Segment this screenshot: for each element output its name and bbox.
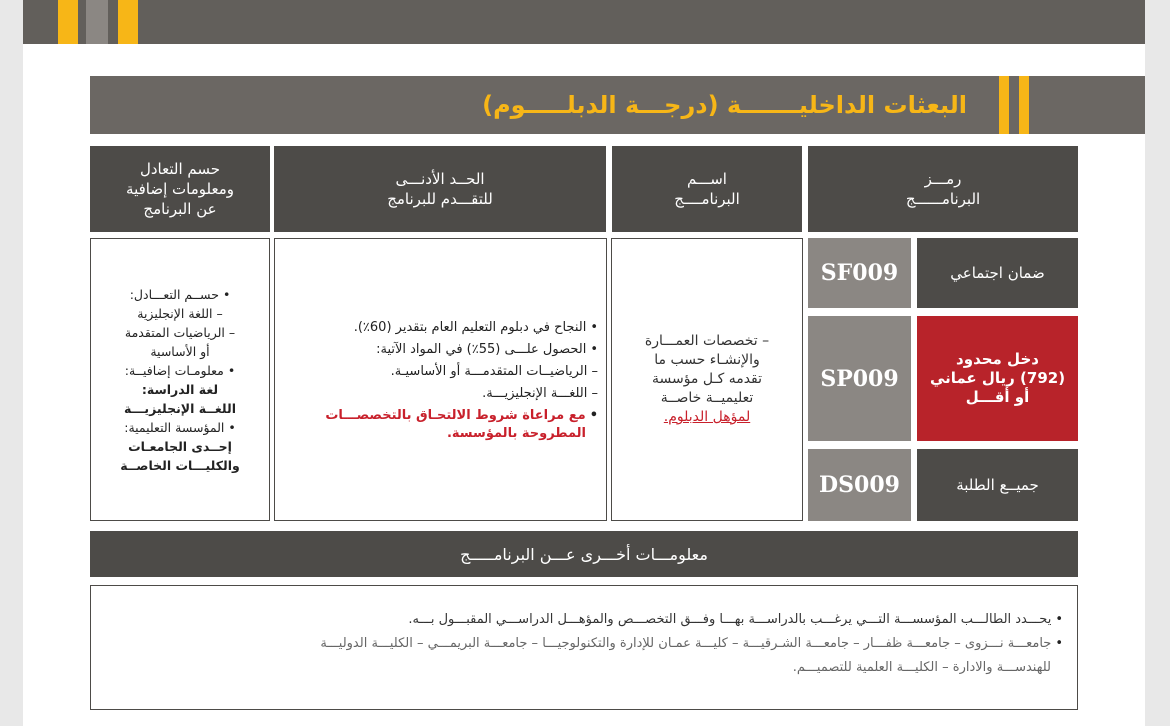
- column-header-min-requirements: الحــد الأدنـــى للتقـــدم للبرنامج: [274, 146, 606, 232]
- institution-value: إحــدى الجامعـات: [128, 438, 232, 454]
- additional-info-heading: معلومـات إضافيــة:: [124, 362, 224, 378]
- top-stripes-decoration: [58, 0, 148, 44]
- more-info-box: [90, 585, 1078, 710]
- min-requirements-cell: [274, 238, 607, 521]
- more-info-title: معلومـــات أخـــرى عـــن البرنامـــــج: [90, 531, 1078, 577]
- requirement-note-cont: المطروحة بالمؤسسة.: [446, 425, 586, 441]
- column-header-equivalence: حسم التعادل ومعلومات إضافية عن البرنامج: [90, 146, 270, 232]
- equivalence-item: – الرياضيات المتقدمة: [124, 324, 236, 340]
- top-banner: [23, 0, 1145, 44]
- requirement-subitem: – الرياضيــات المتقدمـــة أو الأساسيـة.: [390, 363, 598, 379]
- equivalence-item: أو الأساسية: [150, 343, 210, 359]
- category-all-students: جميــع الطلبة: [917, 449, 1078, 521]
- equivalence-item: – اللغة الإنجليزية: [137, 305, 223, 321]
- program-code-sp009: SP009: [808, 316, 911, 441]
- requirement-item: الحصول علـــى (55٪) في المواد الآتية:: [376, 341, 587, 357]
- more-info-bullet-cont: للهندســـة والادارة – الكليـــة العلمية للتصميـــم.: [792, 660, 1051, 675]
- program-name-line: تقدمه كـل مؤسسة: [651, 371, 763, 387]
- page-title: البعثات الداخليـــــــة (درجـــة الدبلـــــوم): [482, 91, 967, 119]
- column-header-name: اســـم البرنامــــج: [612, 146, 802, 232]
- program-name-line: تعليميــة خاصــة: [660, 390, 754, 406]
- more-info-bullet: جامعـــة نـــزوى – جامعـــة ظفـــار – جامعـــة الشـرقيـــة – كليـــة عمـان للإدارة والتكنولوجيـــا – جامعـــة البريمـــي – الكليـــة الدوليـــة: [320, 636, 1052, 651]
- more-info-bullet: يحـــدد الطالـــب المؤسســـة التـــي يرغـــب بالدراســـة بهـــا وفـــق التخصـــص والمؤهـــل الدراســـي المقبـــول بـــه.: [408, 612, 1052, 627]
- column-header-code: رمـــز البرنامــــــج: [808, 146, 1078, 232]
- institution-value-cont: والكليـــات الخاصــة: [120, 457, 240, 473]
- requirement-subitem: – اللغـــة الإنجليزيـــة.: [482, 385, 598, 401]
- program-name-line: والإنشـاء حسب ما: [654, 352, 760, 368]
- program-name-line: – تخصصات العمـــارة: [644, 333, 770, 349]
- title-stripes-decoration: [997, 76, 1037, 134]
- requirement-note: مع مراعاة شروط الالتحـاق بالتخصصـــات: [325, 407, 586, 423]
- equivalence-heading: حســم التعـــادل:: [129, 286, 219, 302]
- study-language-value: اللغــة الإنجليزيـــة: [124, 400, 236, 416]
- section-title-bar: [90, 76, 1145, 134]
- requirement-item: النجاح في دبلوم التعليم العام بتقدير (60٪).: [353, 319, 587, 335]
- equivalence-cell: [90, 238, 270, 521]
- category-limited-income: دخل محدود (792) ريال عماني أو أقـــل: [917, 316, 1078, 441]
- program-code-ds009: DS009: [808, 449, 911, 521]
- program-name-cell: [611, 238, 803, 521]
- institution-label: المؤسسة التعليمية:: [124, 419, 225, 435]
- category-social-security: ضمان اجتماعي: [917, 238, 1078, 308]
- study-language-label: لغة الدراسة:: [141, 381, 219, 397]
- program-code-sf009: SF009: [808, 238, 911, 308]
- program-name-qualification: لمؤهل الدبلوم.: [663, 409, 751, 425]
